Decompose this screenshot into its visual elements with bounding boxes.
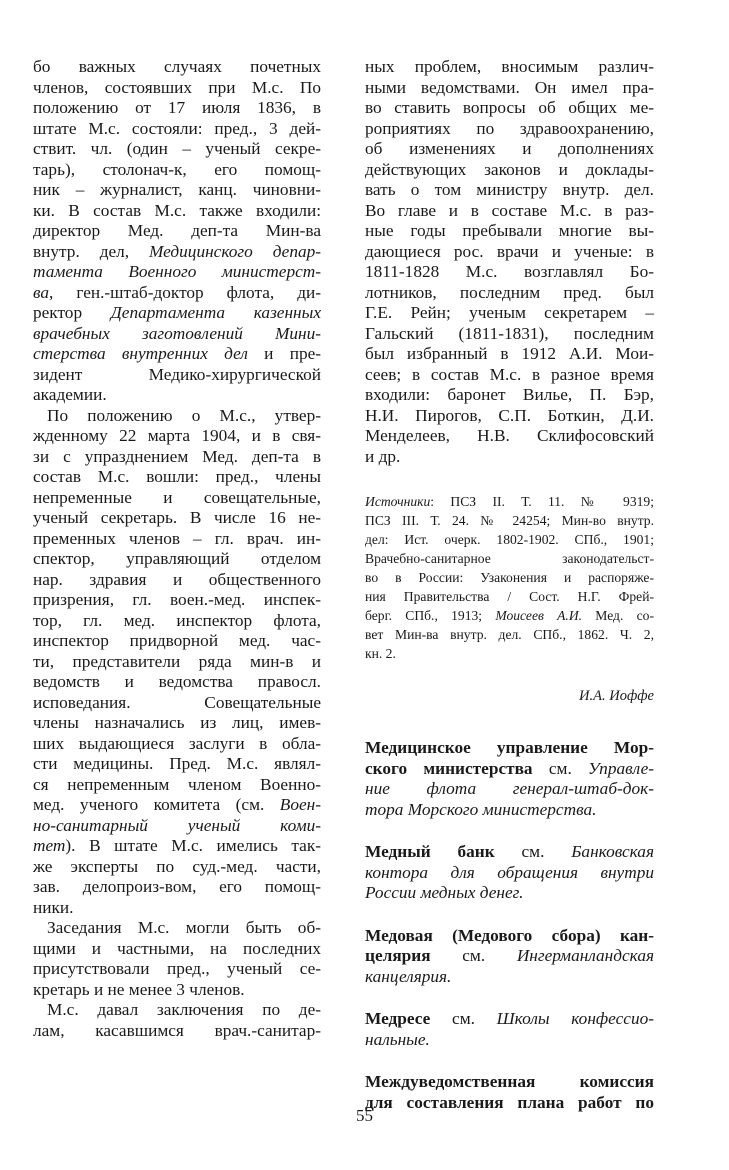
italic-text: Источники — [365, 494, 431, 509]
text: ния Правительства / Сост. Н.Г. Фрей- — [365, 589, 654, 604]
italic-text: Департамента казенных — [110, 303, 321, 322]
text-line — [33, 713, 321, 734]
text-line — [33, 734, 321, 755]
text-line — [365, 1030, 654, 1051]
text-line — [365, 606, 654, 625]
text: ных проблем, вносимым различ- — [365, 57, 654, 76]
text-line — [365, 1009, 654, 1030]
dictionary-entry — [365, 1009, 654, 1050]
text-line — [365, 262, 654, 283]
text-line — [33, 242, 321, 263]
text: см. — [430, 1009, 497, 1028]
text-line — [33, 385, 321, 406]
text: членов, состоявших при М.с. По — [33, 77, 321, 97]
italic-text: Школы конфессио- — [496, 1009, 654, 1028]
text: лотников, последним пред. был — [365, 282, 654, 302]
text: жденному 22 марта 1904, и в свя- — [33, 426, 321, 445]
text: ся непременным членом Военно- — [33, 774, 321, 794]
text: входили: баронет Вилье, П. Бэр, — [365, 385, 654, 404]
text-line — [365, 406, 654, 427]
text: см. — [494, 842, 572, 861]
text-line — [33, 816, 321, 837]
text: пременных членов – гл. врач. ин- — [33, 528, 321, 548]
text: Во главе и в составе М.с. в раз- — [365, 200, 654, 220]
entry-heading: Медный банк — [365, 842, 495, 861]
text: ные годы пребывали многие вы- — [365, 221, 654, 240]
text-line — [33, 1000, 321, 1021]
text-line — [33, 324, 321, 345]
text-line — [33, 754, 321, 775]
text-line — [33, 918, 321, 939]
text-line — [365, 139, 654, 160]
entry-heading: ского министерства — [365, 758, 533, 778]
text-line — [33, 98, 321, 119]
text-line — [33, 303, 321, 324]
text: призрения, гл. воен.-мед. инспек- — [33, 590, 321, 609]
italic-text: ние флота генерал-штаб-док- — [365, 779, 654, 798]
italic-text: но-санитарный ученый коми- — [33, 815, 321, 835]
entry-heading: Медресе — [365, 1009, 431, 1028]
text-line — [33, 488, 321, 509]
text-line — [33, 939, 321, 960]
text: зидент Медико-хирургической — [33, 364, 321, 384]
text: кретарь и не менее 3 членов. — [33, 979, 245, 999]
text: состав М.с. вошли: пред., члены — [33, 467, 321, 486]
italic-text: тет — [33, 836, 66, 855]
text: ники. — [33, 897, 74, 917]
italic-text: тора Морского министерства. — [365, 799, 597, 819]
dictionary-entries — [365, 738, 654, 1113]
text-line — [33, 221, 321, 242]
text-line — [365, 530, 654, 549]
text-line — [365, 946, 654, 967]
text-line — [365, 644, 654, 663]
text: см. — [532, 758, 589, 778]
text-line — [33, 529, 321, 550]
text: вать о том министру внутр. дел. — [365, 180, 654, 199]
text-line — [33, 180, 321, 201]
text: непременные и совещательные, — [33, 487, 321, 507]
text-line — [365, 344, 654, 365]
text: ученый секретарь. В числе 16 не- — [33, 508, 321, 527]
text-line — [33, 857, 321, 878]
paragraph — [33, 57, 321, 406]
text-line — [33, 631, 321, 652]
text: директор Мед. деп-та Мин-ва — [33, 221, 321, 240]
text-line — [33, 611, 321, 632]
text-line — [365, 365, 654, 386]
text-line — [33, 959, 321, 980]
text: бо важных случаях почетных — [33, 57, 321, 76]
italic-text: канцелярия. — [365, 966, 452, 986]
text-line — [365, 242, 654, 263]
text-line — [33, 508, 321, 529]
text-line — [33, 119, 321, 140]
text-line — [365, 738, 654, 759]
text-line — [33, 980, 321, 1001]
italic-text: Банковская — [571, 842, 654, 861]
text-line — [365, 492, 654, 511]
text: Гальский (1811-1831), последним — [365, 323, 654, 343]
italic-text: тамента Военного министерст- — [33, 262, 321, 281]
text: штате М.с. состояли: пред., 3 дей- — [33, 118, 321, 138]
text: был избранный в 1912 А.И. Мои- — [365, 344, 654, 363]
text-line — [365, 1072, 654, 1093]
text-line — [365, 57, 654, 78]
text: Н.И. Пирогов, С.П. Боткин, Д.И. — [365, 405, 654, 425]
text: роприятиях по здравоохранению, — [365, 118, 654, 138]
text-line — [365, 967, 654, 988]
text-line — [365, 759, 654, 780]
text: и пре- — [247, 344, 322, 363]
text: лам, касавшимся врач.-санитар- — [33, 1020, 321, 1040]
text-line — [365, 863, 654, 884]
text: Мед. со- — [582, 608, 654, 623]
text: берг. СПб., 1913; — [365, 608, 496, 623]
text-line — [33, 693, 321, 714]
text: и др. — [365, 446, 401, 466]
text-line — [33, 570, 321, 591]
text: Г.Е. Рейн; ученым секретарем – — [365, 303, 654, 322]
text-line — [365, 779, 654, 800]
text: академии. — [33, 385, 107, 404]
text: ник – журналист, канц. чиновни- — [33, 180, 321, 199]
text-line — [365, 926, 654, 947]
text: тор, гл. мед. инспектор флота, — [33, 610, 321, 630]
text-line — [365, 98, 654, 119]
text-line — [33, 652, 321, 673]
entry-heading: Междуведомственная комиссия — [365, 1072, 654, 1091]
text: ти, представители ряда мин-в и — [33, 651, 321, 671]
italic-text: Медицинского депар- — [149, 241, 321, 261]
text-line — [365, 221, 654, 242]
text-line — [365, 568, 654, 587]
text-line — [33, 467, 321, 488]
text-line — [33, 898, 321, 919]
text: действующих законов и доклады- — [365, 159, 654, 179]
text-line — [365, 201, 654, 222]
text-line — [33, 426, 321, 447]
text-line — [33, 836, 321, 857]
text-line — [33, 549, 321, 570]
text-line — [33, 201, 321, 222]
text: вет Мин-ва внутр. дел. СПб., 1862. Ч. 2, — [365, 627, 654, 642]
text: мед. ученого комитета (см. — [33, 795, 280, 814]
italic-text: ва — [33, 282, 50, 302]
text: щими и частными, на последних — [33, 938, 321, 958]
text: же эксперты по суд.-мед. части, — [33, 856, 321, 876]
text: ших выдающиеся заслуги в обла- — [33, 733, 321, 753]
text-line — [365, 160, 654, 181]
text-line — [365, 180, 654, 201]
text: дел: Ист. очерк. 1802-1902. СПб., 1901; — [365, 532, 654, 547]
text-line — [365, 587, 654, 606]
italic-text: Управле- — [588, 758, 654, 778]
entry-heading: Медицинское управление Мор- — [365, 738, 654, 757]
paragraph — [33, 406, 321, 919]
dictionary-entry — [365, 842, 654, 904]
text: кн. 2. — [365, 646, 396, 661]
text: ПСЗ III. Т. 24. № 24254; Мин-во внутр. — [365, 513, 654, 528]
sources-list — [365, 492, 654, 663]
text: присутствовали пред., ученый се- — [33, 959, 321, 978]
text-line — [365, 426, 654, 447]
italic-text: Воен- — [279, 795, 321, 814]
text: 1811-1828 М.с. возглавлял Бо- — [365, 262, 654, 281]
text: см. — [430, 946, 517, 965]
text-line — [365, 324, 654, 345]
text: ректор — [33, 303, 111, 322]
text-line — [365, 800, 654, 821]
text-line — [365, 625, 654, 644]
text-line — [33, 590, 321, 611]
dictionary-entry — [365, 926, 654, 988]
text: инспектор придворной мед. час- — [33, 631, 321, 650]
text: во в России: Узаконения и распоряже- — [365, 570, 654, 585]
text: исповедания. Совещательные — [33, 692, 321, 712]
text: Врачебно-санитарное законодательст- — [365, 551, 654, 566]
text: внутр. дел, — [33, 241, 150, 261]
paragraph — [33, 1000, 321, 1041]
author-signature: И.А. Иоффе — [579, 688, 654, 704]
text: сеев; в состав М.с. в разное время — [365, 364, 654, 384]
text-line — [365, 303, 654, 324]
italic-text: стерства внутренних дел — [33, 344, 248, 363]
entry-heading: для составления плана работ по — [365, 1092, 654, 1112]
text-line — [33, 160, 321, 181]
text-line — [33, 775, 321, 796]
text-line — [33, 795, 321, 816]
text-line — [33, 1021, 321, 1042]
italic-text: Моисеев А.И. — [495, 608, 583, 623]
text-line — [33, 447, 321, 468]
text-line — [365, 549, 654, 568]
text: об изменениях и дополнениях — [365, 139, 654, 158]
text-line — [33, 139, 321, 160]
italic-text: нальные. — [365, 1029, 430, 1049]
text: зав. делопроиз-вом, его помощ- — [33, 877, 321, 896]
text: ки. В состав М.с. также входили: — [33, 200, 321, 220]
text: : ПСЗ II. Т. 11. № 9319; — [430, 494, 654, 509]
text-line — [33, 406, 321, 427]
text: зи с упразднением Мед. деп-та в — [33, 446, 321, 466]
text-line — [33, 78, 321, 99]
left-column — [33, 57, 321, 1041]
text: Менделеев, Н.В. Склифосовский — [365, 426, 654, 445]
text: члены назначались из лиц, имев- — [33, 713, 321, 732]
dictionary-entry — [365, 738, 654, 820]
text: Заседания М.с. могли быть об- — [47, 918, 321, 937]
text-line — [365, 119, 654, 140]
text: По положению о М.с., утвер- — [47, 405, 321, 425]
text: тарь), столонач-к, его помощ- — [33, 159, 321, 179]
italic-text: контора для обращения внутри — [365, 862, 654, 882]
article-body-continued — [365, 57, 654, 467]
page-number: 55 — [356, 1106, 373, 1125]
paragraph — [33, 918, 321, 1000]
text-line — [365, 883, 654, 904]
text-line — [365, 447, 654, 468]
text: ствит. чл. (один – ученый секре- — [33, 139, 321, 158]
text: ведомств и ведомства правосл. — [33, 672, 321, 691]
right-column — [365, 57, 654, 1113]
text: положению от 17 июля 1836, в — [33, 98, 321, 117]
entry-heading: целярия — [365, 946, 431, 965]
text: нар. здравия и общественного — [33, 569, 321, 589]
text-line — [33, 262, 321, 283]
text: М.с. давал заключения по де- — [47, 1000, 321, 1019]
text-line — [365, 78, 654, 99]
entry-heading: Медовая (Медового сбора) кан- — [365, 925, 654, 945]
text-line — [365, 842, 654, 863]
text-line — [33, 365, 321, 386]
text-line — [33, 672, 321, 693]
text-line — [365, 283, 654, 304]
text-line — [365, 385, 654, 406]
text-line — [33, 344, 321, 365]
text: , ген.-штаб-доктор флота, ди- — [49, 282, 321, 302]
text: спектор, управляющий отделом — [33, 549, 321, 568]
text-line — [365, 511, 654, 530]
text-line — [33, 283, 321, 304]
text-line — [33, 57, 321, 78]
text-line — [33, 877, 321, 898]
italic-text: врачебных заготовлений Мини- — [33, 323, 321, 343]
text: во ставить вопросы об общих ме- — [365, 98, 654, 117]
text: дающиеся рос. врачи и ученые: в — [365, 241, 654, 261]
text: ными ведомствами. Он имел пра- — [365, 77, 654, 97]
italic-text: Ингерманландская — [516, 946, 654, 965]
italic-text: России медных денег. — [365, 883, 524, 902]
text: сти медицины. Пред. М.с. являл- — [33, 754, 321, 773]
text: ). В штате М.с. имелись так- — [65, 836, 321, 855]
